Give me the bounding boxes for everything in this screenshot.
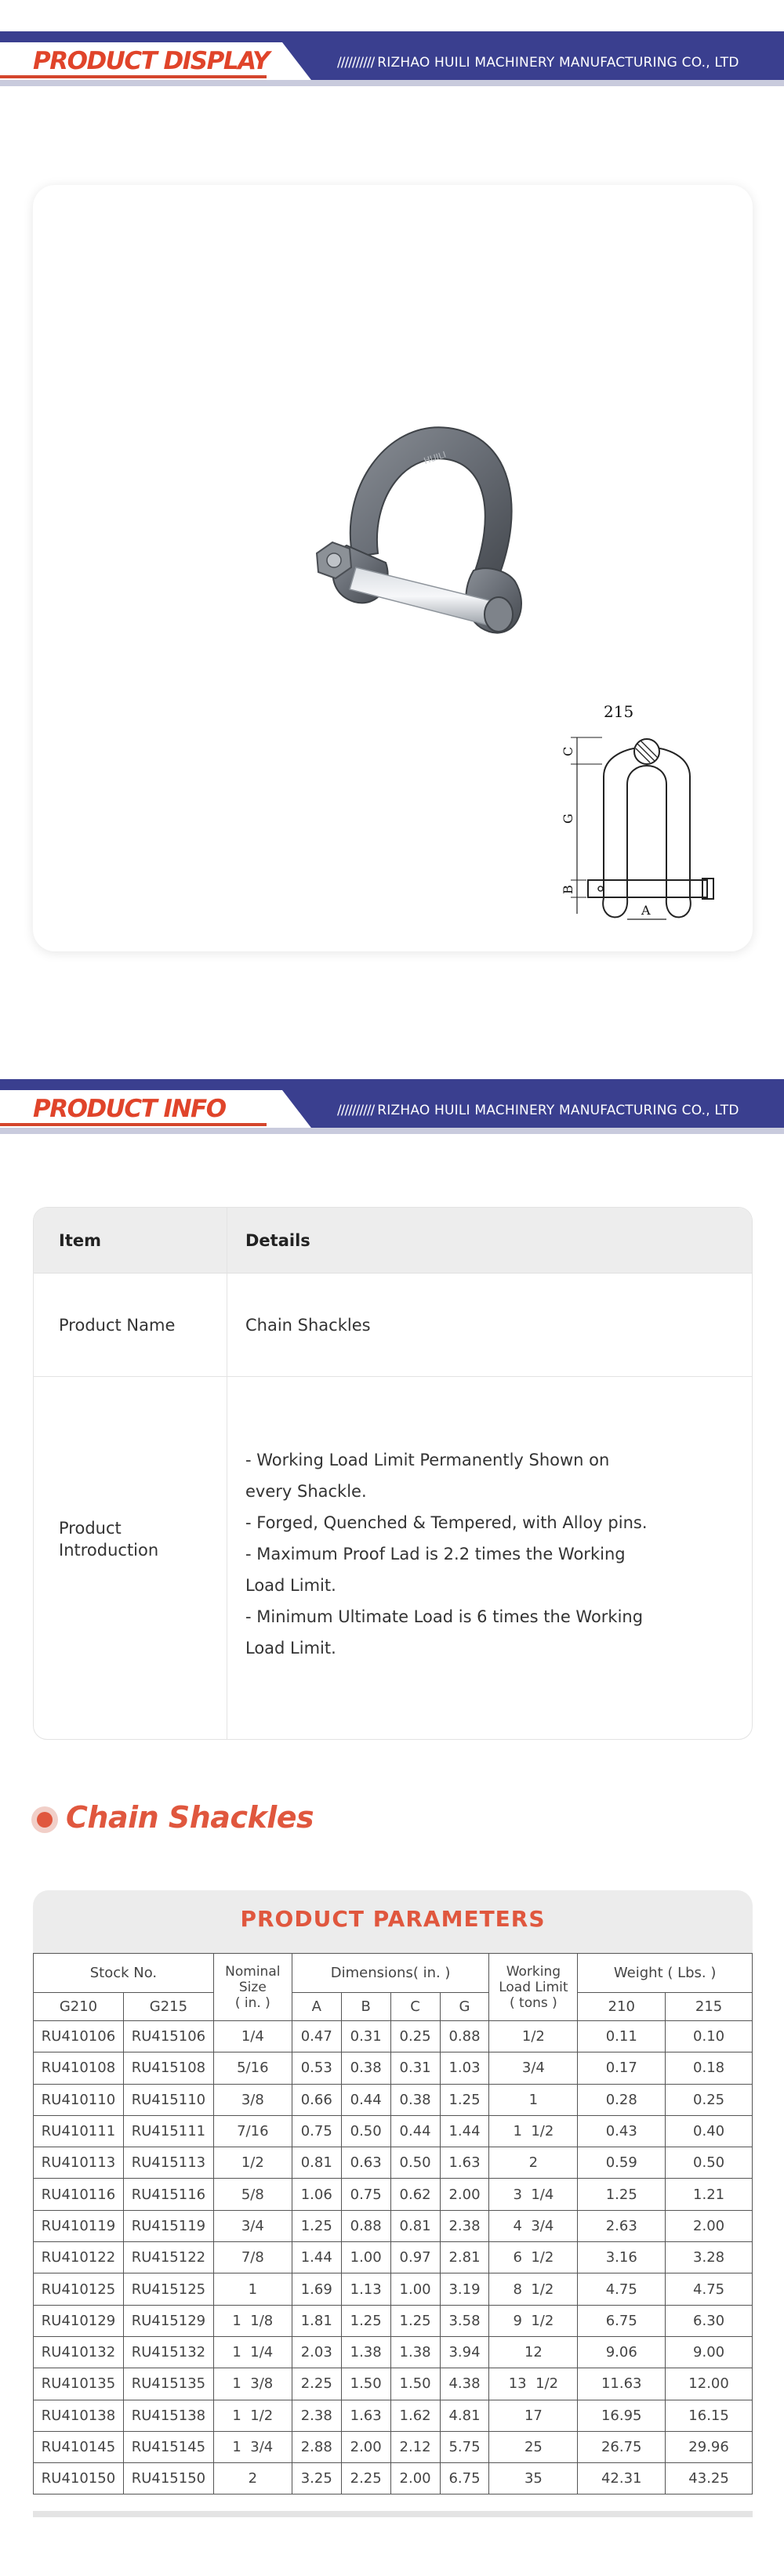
table-cell: 0.59 xyxy=(578,2147,666,2179)
table-cell: 6.75 xyxy=(440,2463,489,2494)
row-label-product-introduction: Product Introduction xyxy=(59,1519,159,1560)
table-cell: 5/8 xyxy=(213,2179,292,2210)
table-cell: RU410122 xyxy=(34,2242,124,2273)
table-cell: RU410113 xyxy=(34,2147,124,2179)
table-cell: 8 1/2 xyxy=(489,2273,578,2305)
table-cell: 1/2 xyxy=(489,2021,578,2052)
table-cell: 1.25 xyxy=(292,2210,341,2241)
table-cell: 0.18 xyxy=(666,2052,753,2084)
table-cell: 4.38 xyxy=(440,2368,489,2400)
table-cell: 2.00 xyxy=(341,2431,390,2462)
product-display-banner xyxy=(0,31,784,86)
table-cell: RU415135 xyxy=(123,2368,213,2400)
table-cell: 2.63 xyxy=(578,2210,666,2241)
table-cell: 3.94 xyxy=(440,2336,489,2368)
table-cell: 0.25 xyxy=(390,2021,440,2052)
table-cell: RU410125 xyxy=(34,2273,124,2305)
table-cell: RU410138 xyxy=(34,2400,124,2431)
header-dim-b: B xyxy=(341,1993,390,2021)
table-cell: 0.11 xyxy=(578,2021,666,2052)
table-cell: 1.50 xyxy=(390,2368,440,2400)
table-cell: 1 3/8 xyxy=(213,2368,292,2400)
table-row xyxy=(34,2463,753,2494)
shackle-photo xyxy=(268,397,550,679)
table-row xyxy=(34,2115,753,2147)
shackle-diagram xyxy=(555,698,759,933)
table-cell: RU410145 xyxy=(34,2431,124,2462)
table-cell: 2.25 xyxy=(341,2463,390,2494)
table-cell: 3.19 xyxy=(440,2273,489,2305)
table-cell: RU415150 xyxy=(123,2463,213,2494)
svg-text:HUILI: HUILI xyxy=(422,449,448,466)
table-cell: 0.53 xyxy=(292,2052,341,2084)
table-cell: 3.28 xyxy=(666,2242,753,2273)
table-cell: 1.38 xyxy=(390,2336,440,2368)
table-cell: RU415132 xyxy=(123,2336,213,2368)
table-cell: 1.06 xyxy=(292,2179,341,2210)
table-cell: 0.38 xyxy=(390,2084,440,2115)
table-cell: 16.15 xyxy=(666,2400,753,2431)
table-cell: 0.88 xyxy=(341,2210,390,2241)
table-cell: 0.62 xyxy=(390,2179,440,2210)
table-cell: 1 xyxy=(489,2084,578,2115)
table-cell: 1.63 xyxy=(440,2147,489,2179)
params-title: PRODUCT PARAMETERS xyxy=(240,1906,546,1932)
table-cell: 7/8 xyxy=(213,2242,292,2273)
table-cell: 0.88 xyxy=(440,2021,489,2052)
table-cell: RU410129 xyxy=(34,2305,124,2336)
table-cell: 1.25 xyxy=(341,2305,390,2336)
header-dim-g: G xyxy=(440,1993,489,2021)
table-cell: 3.58 xyxy=(440,2305,489,2336)
table-cell: RU415125 xyxy=(123,2273,213,2305)
table-cell: 1 1/2 xyxy=(213,2400,292,2431)
table-cell: RU410135 xyxy=(34,2368,124,2400)
table-cell: RU415138 xyxy=(123,2400,213,2431)
table-cell: 17 xyxy=(489,2400,578,2431)
header-details: Details xyxy=(245,1231,310,1250)
table-cell: 4.81 xyxy=(440,2400,489,2431)
header-g210: G210 xyxy=(34,1993,124,2021)
table-cell: 13 1/2 xyxy=(489,2368,578,2400)
table-cell: 9.00 xyxy=(666,2336,753,2368)
table-cell: 1.21 xyxy=(666,2179,753,2210)
table-cell: 0.75 xyxy=(341,2179,390,2210)
table-cell: 1.00 xyxy=(341,2242,390,2273)
header-stock-no: Stock No. xyxy=(34,1954,214,1993)
table-cell: RU415119 xyxy=(123,2210,213,2241)
section-title: Chain Shackles xyxy=(66,1800,314,1835)
company-name: ////////// RIZHAO HUILI MACHINERY MANUFACTURING CO., LTD xyxy=(337,55,739,71)
table-cell: 6.30 xyxy=(666,2305,753,2336)
header-weight-210: 210 xyxy=(578,1993,666,2021)
header-g215: G215 xyxy=(123,1993,213,2021)
table-cell: RU410132 xyxy=(34,2336,124,2368)
table-cell: 3/4 xyxy=(489,2052,578,2084)
table-row xyxy=(34,2305,753,2336)
parameters-table xyxy=(33,1953,753,2494)
table-row xyxy=(34,2210,753,2241)
table-cell: 2.00 xyxy=(666,2210,753,2241)
table-cell: 12 xyxy=(489,2336,578,2368)
table-cell: 3 1/4 xyxy=(489,2179,578,2210)
product-display-card xyxy=(33,185,753,951)
table-cell: 0.17 xyxy=(578,2052,666,2084)
table-cell: 0.81 xyxy=(390,2210,440,2241)
dim-g-label: G xyxy=(561,813,575,824)
table-row xyxy=(34,2400,753,2431)
table-cell: 1 1/2 xyxy=(489,2115,578,2147)
table-cell: 2.38 xyxy=(440,2210,489,2241)
header-dim-c: C xyxy=(390,1993,440,2021)
table-cell: 0.50 xyxy=(341,2115,390,2147)
table-cell: 35 xyxy=(489,2463,578,2494)
table-cell: 9.06 xyxy=(578,2336,666,2368)
table-row xyxy=(34,2242,753,2273)
table-cell: 0.25 xyxy=(666,2084,753,2115)
header-dimensions: Dimensions( in. ) xyxy=(292,1954,489,1993)
table-cell: 0.28 xyxy=(578,2084,666,2115)
table-cell: 3.25 xyxy=(292,2463,341,2494)
table-cell: 1.69 xyxy=(292,2273,341,2305)
table-cell: RU415106 xyxy=(123,2021,213,2052)
table-cell: 1.44 xyxy=(440,2115,489,2147)
table-cell: 3/8 xyxy=(213,2084,292,2115)
table-cell: 0.81 xyxy=(292,2147,341,2179)
header-nominal-size: Nominal Size ( in. ) xyxy=(213,1954,292,2021)
table-cell: RU410106 xyxy=(34,2021,124,2052)
row-value-product-introduction: - Working Load Limit Permanently Shown on every Shackle. - Forged, Quenched & Tempered, with Alloy pins. - Maximum Proof Lad is 2.2 times the Working Load Limit. - Minimum Ultimate Load is 6 times the Working Load Limit. xyxy=(245,1451,648,1658)
table-row xyxy=(34,2084,753,2115)
banner-title: PRODUCT DISPLAY xyxy=(33,47,269,75)
table-cell: RU415116 xyxy=(123,2179,213,2210)
table-cell: RU410119 xyxy=(34,2210,124,2241)
table-cell: 1/2 xyxy=(213,2147,292,2179)
table-cell: 1.81 xyxy=(292,2305,341,2336)
table-cell: 0.10 xyxy=(666,2021,753,2052)
table-cell: 4.75 xyxy=(666,2273,753,2305)
table-cell: RU410111 xyxy=(34,2115,124,2147)
header-weight-215: 215 xyxy=(666,1993,753,2021)
table-cell: 1.25 xyxy=(440,2084,489,2115)
table-row xyxy=(34,2052,753,2084)
table-cell: RU415145 xyxy=(123,2431,213,2462)
table-row xyxy=(34,2431,753,2462)
table-cell: 1.38 xyxy=(341,2336,390,2368)
table-cell: 2.38 xyxy=(292,2400,341,2431)
table-cell: 7/16 xyxy=(213,2115,292,2147)
table-cell: 0.50 xyxy=(390,2147,440,2179)
table-cell: 0.66 xyxy=(292,2084,341,2115)
header-dim-a: A xyxy=(292,1993,341,2021)
table-cell: 0.38 xyxy=(341,2052,390,2084)
dim-b-label: B xyxy=(561,885,575,894)
table-cell: 9 1/2 xyxy=(489,2305,578,2336)
table-cell: 0.75 xyxy=(292,2115,341,2147)
table-cell: 5/16 xyxy=(213,2052,292,2084)
table-cell: 1.62 xyxy=(390,2400,440,2431)
table-cell: RU410150 xyxy=(34,2463,124,2494)
table-cell: RU415113 xyxy=(123,2147,213,2179)
table-cell: 2.00 xyxy=(390,2463,440,2494)
table-cell: 3/4 xyxy=(213,2210,292,2241)
dim-c-label: C xyxy=(561,746,575,756)
table-cell: 0.63 xyxy=(341,2147,390,2179)
banner-title: PRODUCT INFO xyxy=(33,1095,226,1123)
table-cell: 1.13 xyxy=(341,2273,390,2305)
table-cell: RU410116 xyxy=(34,2179,124,2210)
table-cell: 25 xyxy=(489,2431,578,2462)
table-cell: 1.63 xyxy=(341,2400,390,2431)
table-cell: 0.44 xyxy=(341,2084,390,2115)
table-cell: RU415108 xyxy=(123,2052,213,2084)
table-row xyxy=(34,2021,753,2052)
table-cell: RU415111 xyxy=(123,2115,213,2147)
table-cell: 2.25 xyxy=(292,2368,341,2400)
table-cell: 0.44 xyxy=(390,2115,440,2147)
table-cell: 1.25 xyxy=(390,2305,440,2336)
table-cell: 12.00 xyxy=(666,2368,753,2400)
table-cell: 6 1/2 xyxy=(489,2242,578,2273)
table-cell: 1.25 xyxy=(578,2179,666,2210)
dim-a-label: A xyxy=(641,903,651,918)
bullet-dot-icon xyxy=(31,1806,58,1833)
header-item: Item xyxy=(59,1231,101,1250)
table-cell: 1.50 xyxy=(341,2368,390,2400)
table-cell: 4.75 xyxy=(578,2273,666,2305)
table-cell: 0.47 xyxy=(292,2021,341,2052)
table-cell: 0.31 xyxy=(390,2052,440,2084)
product-parameters xyxy=(33,1890,753,2517)
table-cell: 0.43 xyxy=(578,2115,666,2147)
table-cell: 0.31 xyxy=(341,2021,390,2052)
table-row xyxy=(34,2273,753,2305)
table-cell: 5.75 xyxy=(440,2431,489,2462)
table-cell: 0.97 xyxy=(390,2242,440,2273)
table-cell: 3.16 xyxy=(578,2242,666,2273)
table-cell: 2.12 xyxy=(390,2431,440,2462)
header-weight: Weight ( Lbs. ) xyxy=(578,1954,753,1993)
table-cell: 29.96 xyxy=(666,2431,753,2462)
table-cell: 1/4 xyxy=(213,2021,292,2052)
header-working-load: Working Load Limit ( tons ) xyxy=(489,1954,578,2021)
table-cell: RU410110 xyxy=(34,2084,124,2115)
row-value-product-name: Chain Shackles xyxy=(245,1316,371,1335)
table-cell: 26.75 xyxy=(578,2431,666,2462)
table-cell: 1 xyxy=(213,2273,292,2305)
table-cell: 2.03 xyxy=(292,2336,341,2368)
info-table-header xyxy=(34,1208,753,1274)
table-row xyxy=(34,2368,753,2400)
table-cell: 11.63 xyxy=(578,2368,666,2400)
table-cell: 0.40 xyxy=(666,2115,753,2147)
product-info-table xyxy=(33,1207,753,1740)
company-name: ////////// RIZHAO HUILI MACHINERY MANUFACTURING CO., LTD xyxy=(337,1103,739,1118)
row-label-product-name: Product Name xyxy=(59,1316,176,1335)
table-cell: 2.00 xyxy=(440,2179,489,2210)
table-cell: 1.03 xyxy=(440,2052,489,2084)
table-cell: 0.50 xyxy=(666,2147,753,2179)
table-cell: 4 3/4 xyxy=(489,2210,578,2241)
table-cell: 42.31 xyxy=(578,2463,666,2494)
table-cell: 1 3/4 xyxy=(213,2431,292,2462)
table-cell: 2.81 xyxy=(440,2242,489,2273)
table-row xyxy=(34,2179,753,2210)
table-cell: 1 1/4 xyxy=(213,2336,292,2368)
table-cell: 1 1/8 xyxy=(213,2305,292,2336)
diagram-model-label: 215 xyxy=(604,702,634,721)
table-cell: RU415122 xyxy=(123,2242,213,2273)
product-info-banner xyxy=(0,1079,784,1134)
table-row xyxy=(34,2147,753,2179)
table-cell: 1.00 xyxy=(390,2273,440,2305)
table-cell: 2 xyxy=(489,2147,578,2179)
table-cell: 6.75 xyxy=(578,2305,666,2336)
table-cell: RU415110 xyxy=(123,2084,213,2115)
table-cell: 43.25 xyxy=(666,2463,753,2494)
table-cell: 2 xyxy=(213,2463,292,2494)
table-cell: RU415129 xyxy=(123,2305,213,2336)
table-cell: 2.88 xyxy=(292,2431,341,2462)
table-row xyxy=(34,2336,753,2368)
table-cell: 1.44 xyxy=(292,2242,341,2273)
table-cell: 16.95 xyxy=(578,2400,666,2431)
table-cell: RU410108 xyxy=(34,2052,124,2084)
